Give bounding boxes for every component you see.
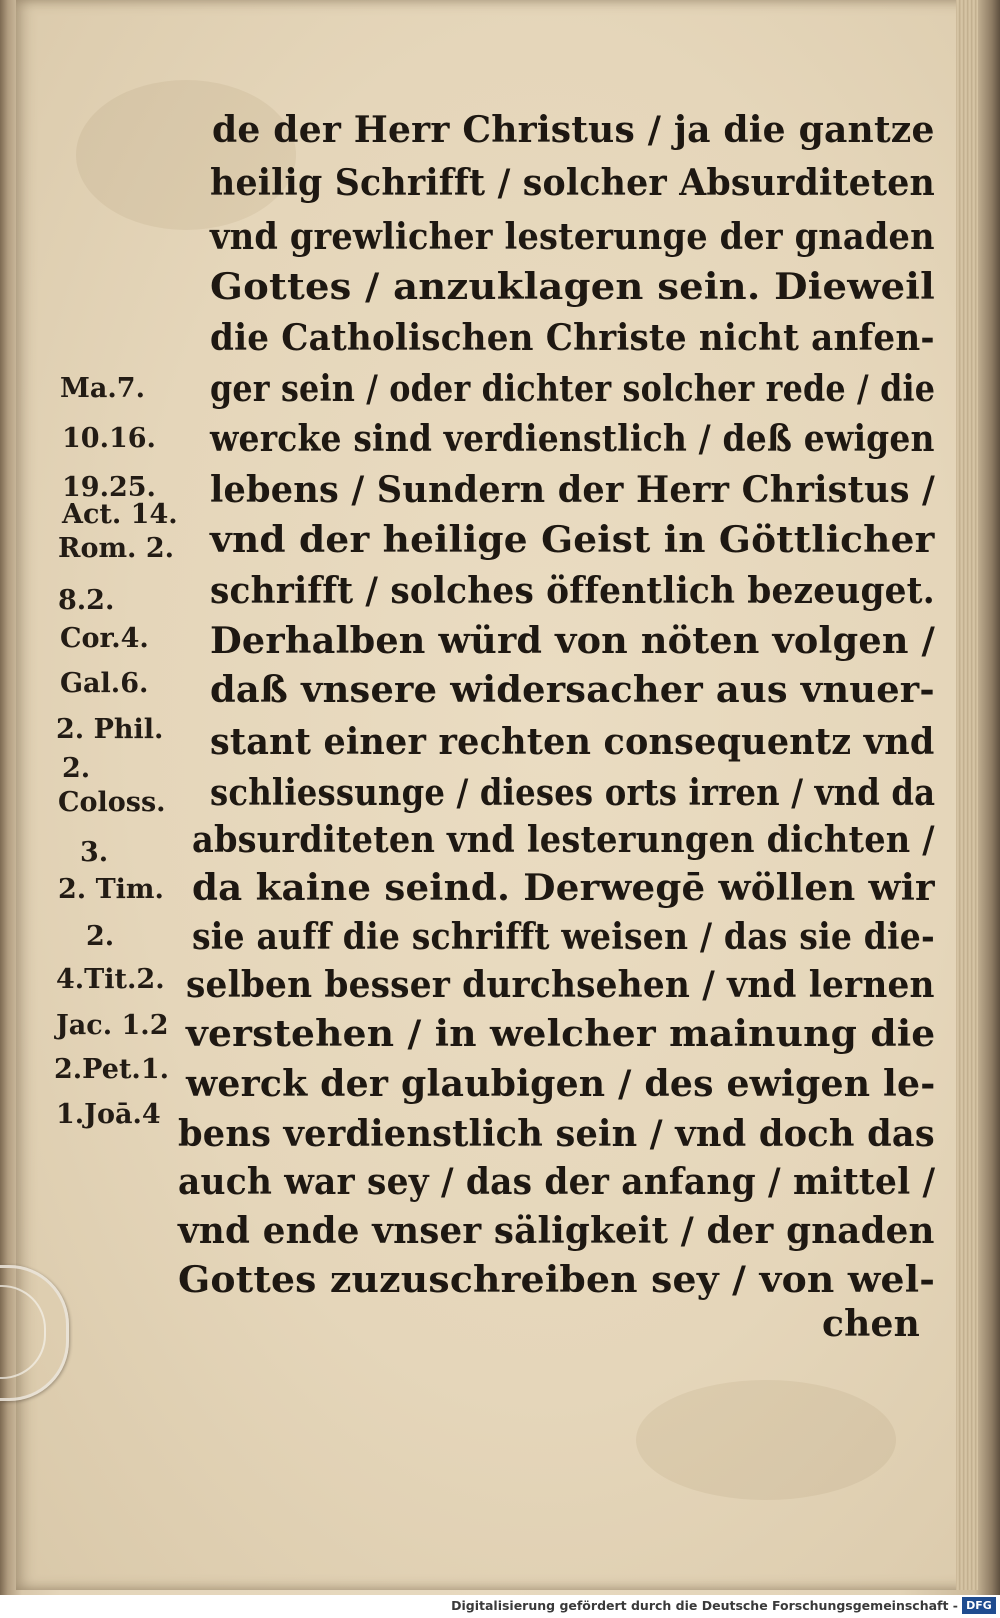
margin-note: Ma.7. [60,373,145,404]
text-line: lebens / Sundern der Herr Christus / [210,469,936,511]
text-line: die Catholischen Christe nicht anfen- [210,317,935,359]
digitization-footer [0,1595,1000,1618]
margin-note: Act. 14. [62,499,178,530]
text-line: ger sein / oder dichter solcher rede / die [210,368,936,410]
dfg-logo: DFG [962,1597,996,1614]
margin-note: 2.Pet.1. [54,1054,170,1085]
page-edge [956,0,978,1590]
margin-note: Cor.4. [60,623,149,654]
text-line: sie auff die schrifft weisen / das sie die- [192,916,935,958]
margin-note: 3. [80,837,109,868]
margin-note: Jac. 1.2 [56,1010,169,1041]
margin-note: 8.2. [58,585,115,616]
margin-note: 2. Tim. [58,874,164,905]
footer-credit: Digitalisierung gefördert durch die Deutsche Forschungsgemeinschaft - [451,1598,958,1613]
paper-stain [76,80,296,230]
margin-note: 4.Tit.2. [56,964,165,995]
margin-note: 10.16. [62,423,156,454]
text-line: wercke sind verdienstlich / deß ewigen [210,418,935,460]
margin-note: 2. Phil. [56,714,164,745]
text-line: Gottes zuzuschreiben sey / von wel- [178,1259,936,1301]
margin-note: Rom. 2. [58,533,175,564]
text-line: Derhalben würd von nöten volgen / [210,620,936,662]
text-line: vnd grewlicher lesterunge der gnaden [210,216,935,258]
margin-note: Coloss. [58,787,166,818]
text-line: de der Herr Christus / ja die gantze [212,109,935,151]
paper-stain [636,1380,896,1500]
text-line: stant einer rechten consequentz vnd [210,721,935,763]
margin-note: Gal.6. [60,668,149,699]
text-line: schliessunge / dieses orts irren / vnd da [210,772,936,814]
margin-note: 19.25. [62,472,156,503]
text-line: bens verdienstlich sein / vnd doch das [178,1113,935,1155]
text-line: selben besser durchsehen / vnd lernen [186,964,935,1006]
text-line: Gottes / anzuklagen sein. Dieweil [210,266,935,308]
text-line: auch war sey / das der anfang / mittel / [178,1161,936,1203]
margin-note: 2. [86,921,115,952]
text-line: vnd ende vnser säligkeit / der gnaden [178,1210,935,1252]
text-line: schrifft / solches öffentlich bezeuget. [210,570,935,612]
text-line: verstehen / in welcher mainung die [186,1013,936,1055]
text-line: chen [822,1303,920,1345]
text-line: da kaine seind. Derwegē wöllen wir [192,867,935,909]
text-line: heilig Schrifft / solcher Absurditeten [210,162,936,204]
text-line: werck der glaubigen / des ewigen le- [186,1063,936,1105]
text-line: daß vnsere widersacher aus vnuer- [210,669,935,711]
text-line: vnd der heilige Geist in Göttlicher [210,519,935,561]
margin-note: 2. [62,753,91,784]
margin-note: 1.Joā.4 [56,1099,161,1130]
text-line: absurditeten vnd lesterungen dichten / [192,819,935,861]
